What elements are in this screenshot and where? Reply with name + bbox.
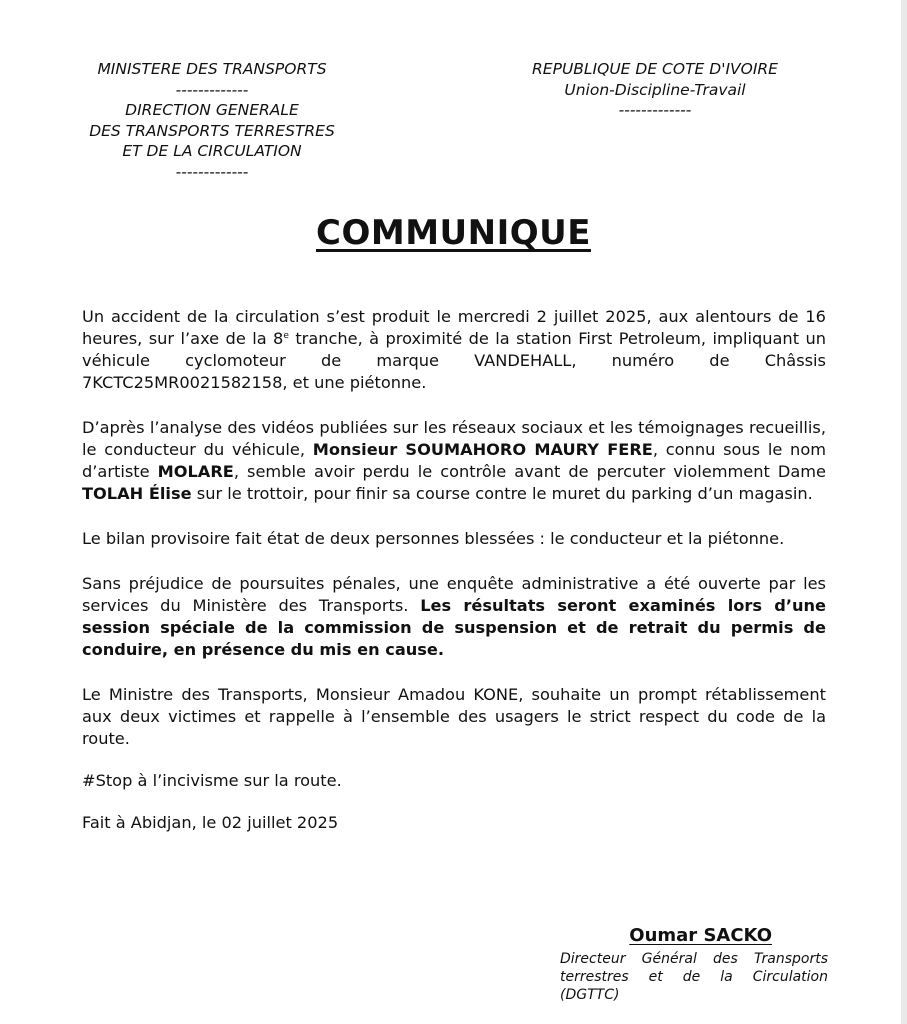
paragraph-accident	[82, 306, 826, 394]
separator: -------------	[175, 80, 249, 99]
direction-line: DIRECTION GENERALE	[125, 101, 299, 119]
text-span: tranche, à proximité de la station First Petroleum, impliquant un véhicule cyclomoteur de marque VANDEHALL, numéro de Châssis 7KCTC25MR0021582158, et une piétonne.	[82, 329, 826, 392]
paragraph-hashtag: #Stop à l’incivisme sur la route.	[82, 771, 342, 790]
country-name: REPUBLIQUE DE COTE D'IVOIRE	[532, 60, 778, 78]
text-span: , semble avoir perdu le contrôle avant de percuter violemment Dame	[233, 462, 826, 481]
superscript: e	[283, 331, 289, 341]
header-left	[72, 59, 352, 182]
signature-block	[560, 925, 828, 1004]
text-span: Sans préjudice de poursuites pénales, une enquête administrative a été ouverte par les services du Ministère des Transports.	[82, 574, 826, 615]
communique-body	[82, 306, 826, 857]
header-right	[500, 59, 810, 121]
separator: -------------	[618, 101, 692, 119]
direction-line: ET DE LA CIRCULATION	[122, 142, 302, 160]
national-motto: Union-Discipline-Travail	[564, 80, 746, 99]
paragraph-analysis	[82, 417, 826, 505]
text-span: sur le trottoir, pour finir sa course contre le muret du parking d’un magasin.	[191, 484, 813, 503]
signatory-name: Oumar SACKO	[629, 925, 772, 946]
paragraph-toll: Le bilan provisoire fait état de deux personnes blessées : le conducteur et la piétonne.	[82, 529, 785, 548]
text-span: D’après l’analyse des vidéos publiées sur les réseaux sociaux et les témoignages recueillis, le conducteur du véhicule,	[82, 418, 826, 459]
paragraph-investigation	[82, 573, 826, 661]
artist-name: MOLARE	[157, 462, 234, 481]
text-span: Un accident de la circulation s’est produit le mercredi 2 juillet 2025, aux alentours de 16 heures, sur l’axe de la 8	[82, 307, 826, 348]
driver-name: Monsieur SOUMAHORO MAURY FERE	[312, 440, 653, 459]
direction-line: DES TRANSPORTS TERRESTRES	[89, 121, 335, 140]
victim-name: TOLAH Élise	[82, 484, 192, 503]
bold-statement: Les résultats seront examinés lors d’une session spéciale de la commission de suspension et de retrait du permis de conduire, en présence du mis en cause.	[82, 596, 826, 659]
document-title: COMMUNIQUE	[316, 213, 591, 253]
paragraph-place-date: Fait à Abidjan, le 02 juillet 2025	[82, 813, 339, 832]
separator: -------------	[175, 162, 249, 181]
ministry-name: MINISTERE DES TRANSPORTS	[97, 60, 327, 78]
signatory-title: Directeur Général des Transports terrestres et de la Circulation (DGTTC)	[560, 951, 828, 1003]
text-span: , connu sous le nom d’artiste	[82, 440, 826, 481]
paragraph-minister: Le Ministre des Transports, Monsieur Amadou KONE, souhaite un prompt rétablissement aux deux victimes et rappelle à l’ensemble des usagers le strict respect du code de la route.	[82, 685, 826, 748]
